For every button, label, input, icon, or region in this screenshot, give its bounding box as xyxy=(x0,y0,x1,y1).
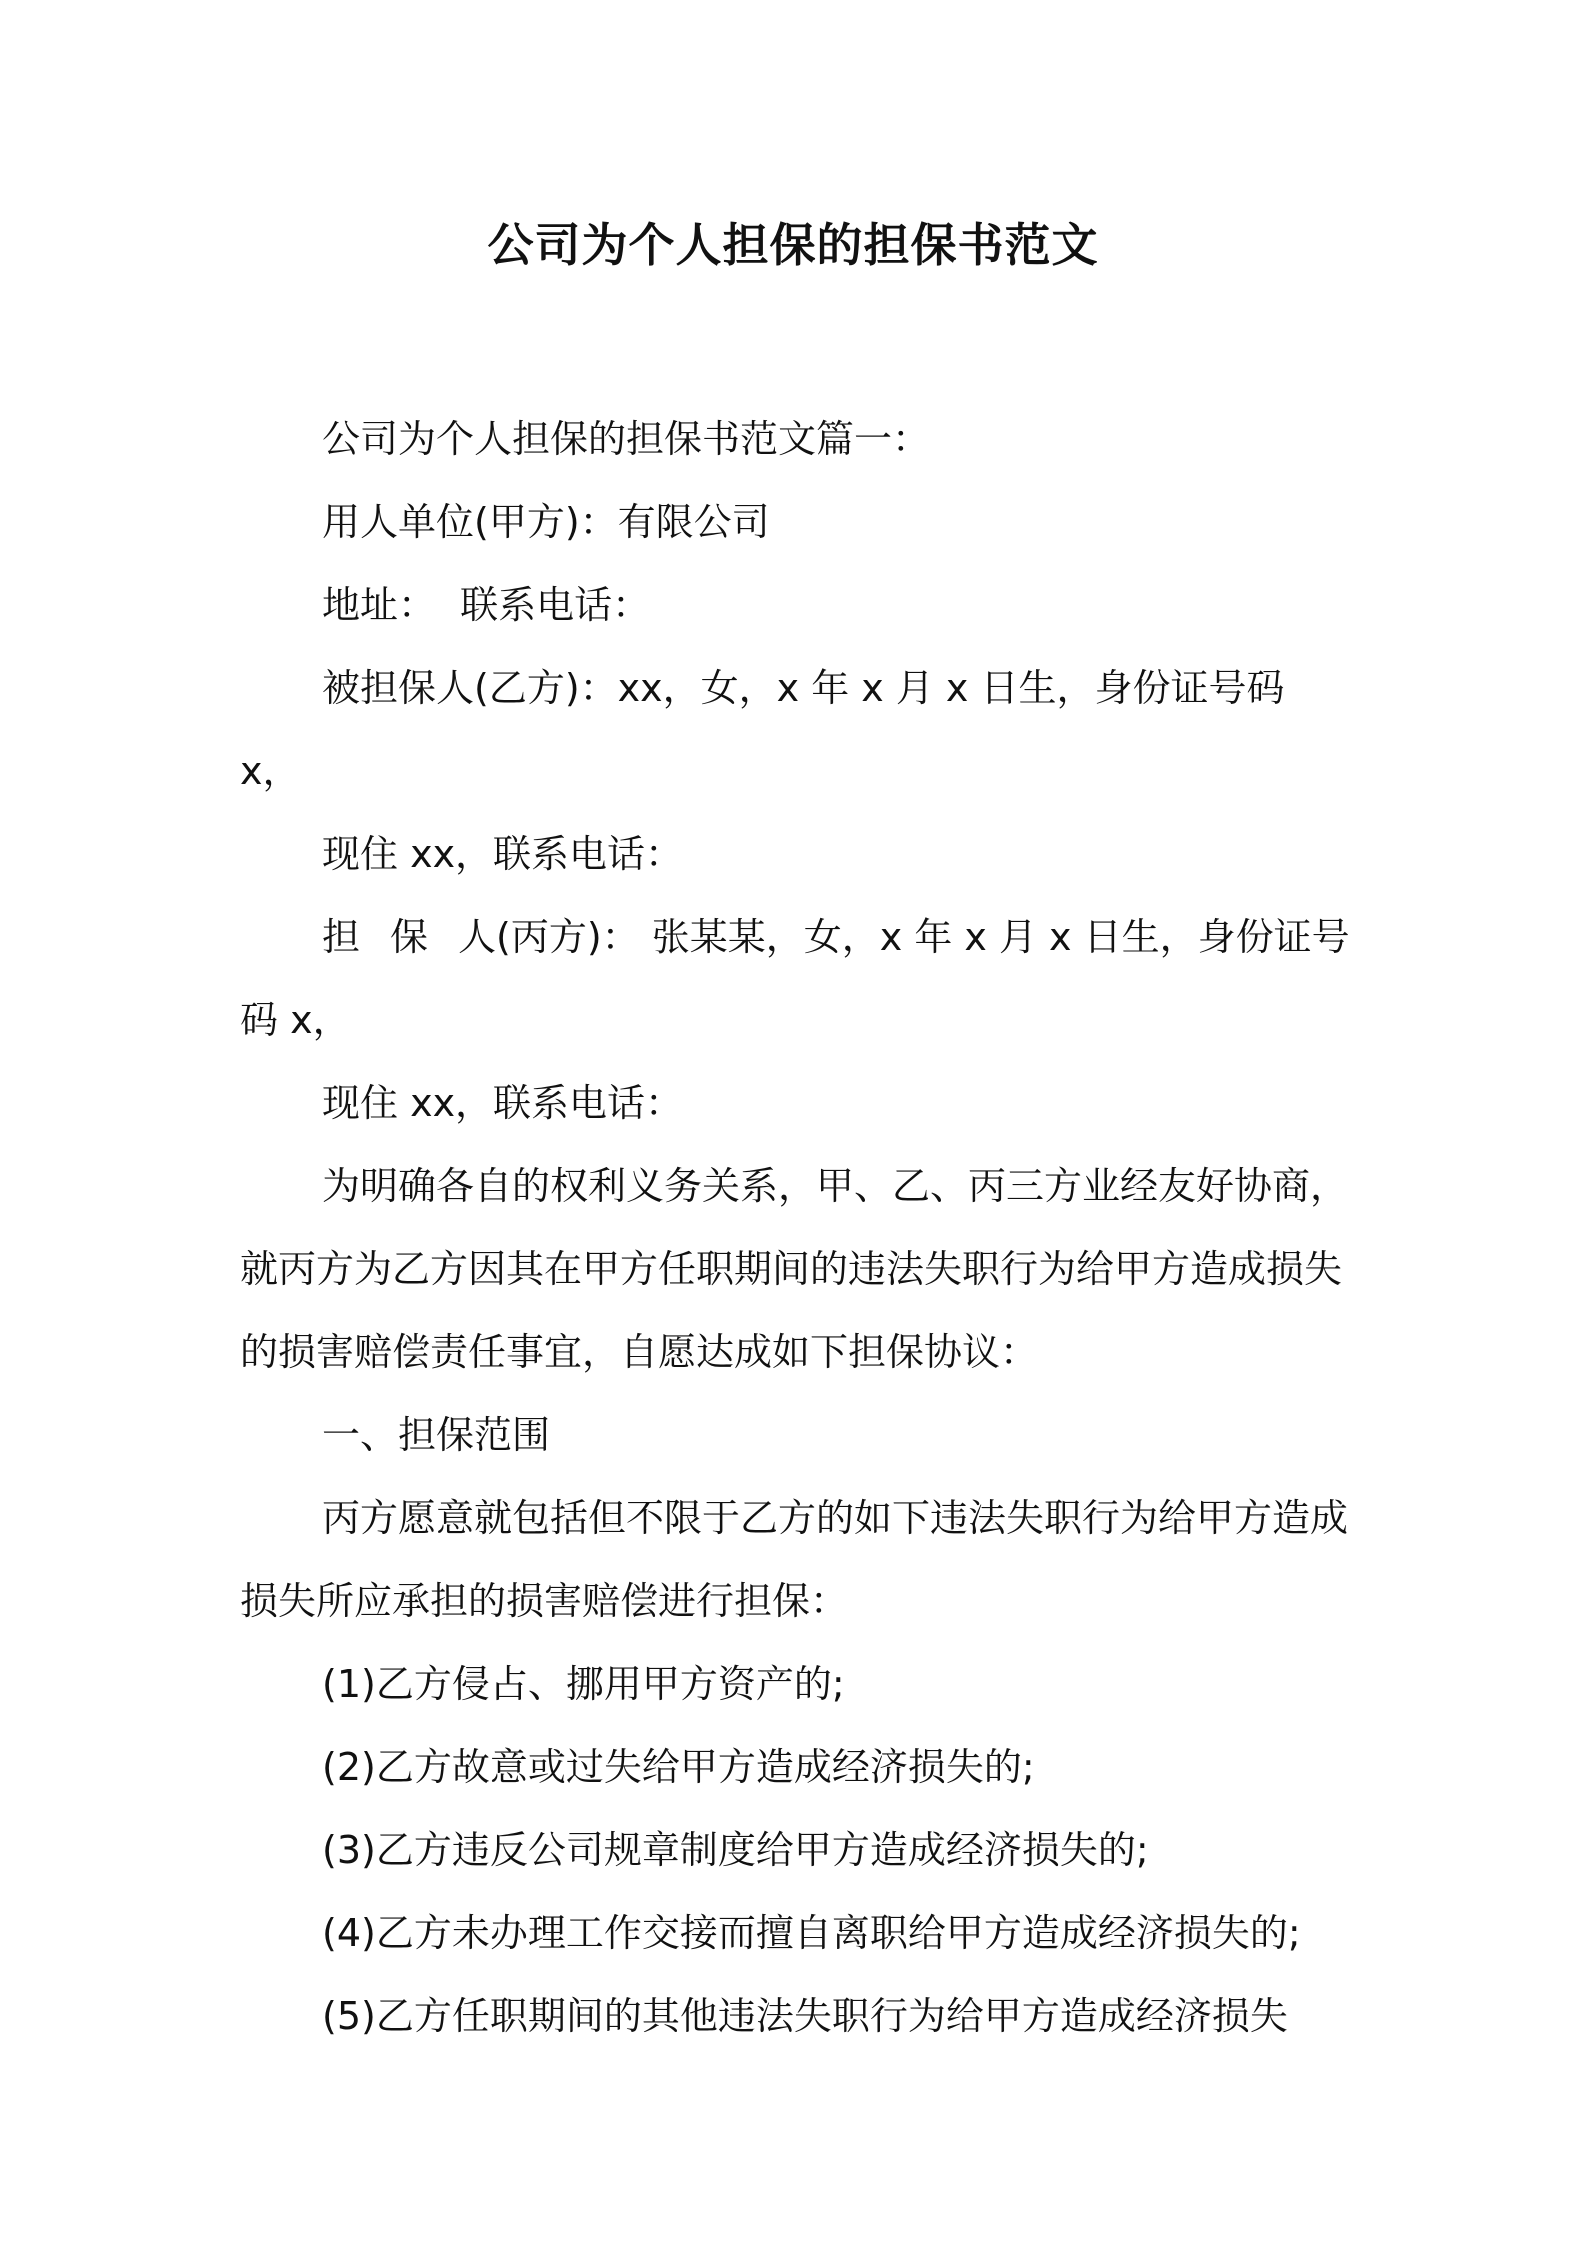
list-item: (1)乙方侵占、挪用甲方资产的; xyxy=(322,1662,845,1706)
employer-line: 用人单位(甲方)：有限公司 xyxy=(322,500,770,544)
guaranteed-party-line: 被担保人(乙方)：xx，女，x 年 x 月 x 日生，身份证号码 x， xyxy=(240,666,1285,793)
document-body xyxy=(240,398,1355,2058)
guarantor-char-2: 保 xyxy=(390,915,429,959)
clause-heading: 一、担保范围 xyxy=(322,1413,551,1457)
guarantor-char-3: 人(丙方)： xyxy=(458,915,640,959)
guarantor-residence: 现住 xx，联系电话： xyxy=(322,1081,684,1125)
section-heading: 公司为个人担保的担保书范文篇一： xyxy=(322,417,931,461)
list-item: (5)乙方任职期间的其他违法失职行为给甲方造成经济损失 xyxy=(322,1994,1288,2038)
list-item: (2)乙方故意或过失给甲方造成经济损失的; xyxy=(322,1745,1035,1789)
guarantor-line xyxy=(160,896,1355,1062)
document-title: 公司为个人担保的担保书范文 xyxy=(487,218,1099,272)
address-line: 地址： 联系电话： xyxy=(322,583,651,627)
scope-paragraph: 丙方愿意就包括但不限于乙方的如下违法失职行为给甲方造成损失所应承担的损害赔偿进行担保： xyxy=(240,1496,1349,1623)
list-item: (3)乙方违反公司规章制度给甲方造成经济损失的; xyxy=(322,1828,1149,1872)
guarantor-char-1: 担 xyxy=(322,915,361,959)
guaranteed-party-residence: 现住 xx，联系电话： xyxy=(322,832,684,876)
preamble-paragraph: 为明确各自的权利义务关系，甲、乙、丙三方业经友好协商，就丙方为乙方因其在甲方任职期间的违法失职行为给甲方造成损失的损害赔偿责任事宜，自愿达成如下担保协议： xyxy=(240,1164,1349,1374)
list-item: (4)乙方未办理工作交接而擅自离职给甲方造成经济损失的; xyxy=(322,1911,1301,1955)
guarantor-details: 张某某，女，x 年 x 月 x 日生，身份证号码 x， xyxy=(240,915,1350,1042)
